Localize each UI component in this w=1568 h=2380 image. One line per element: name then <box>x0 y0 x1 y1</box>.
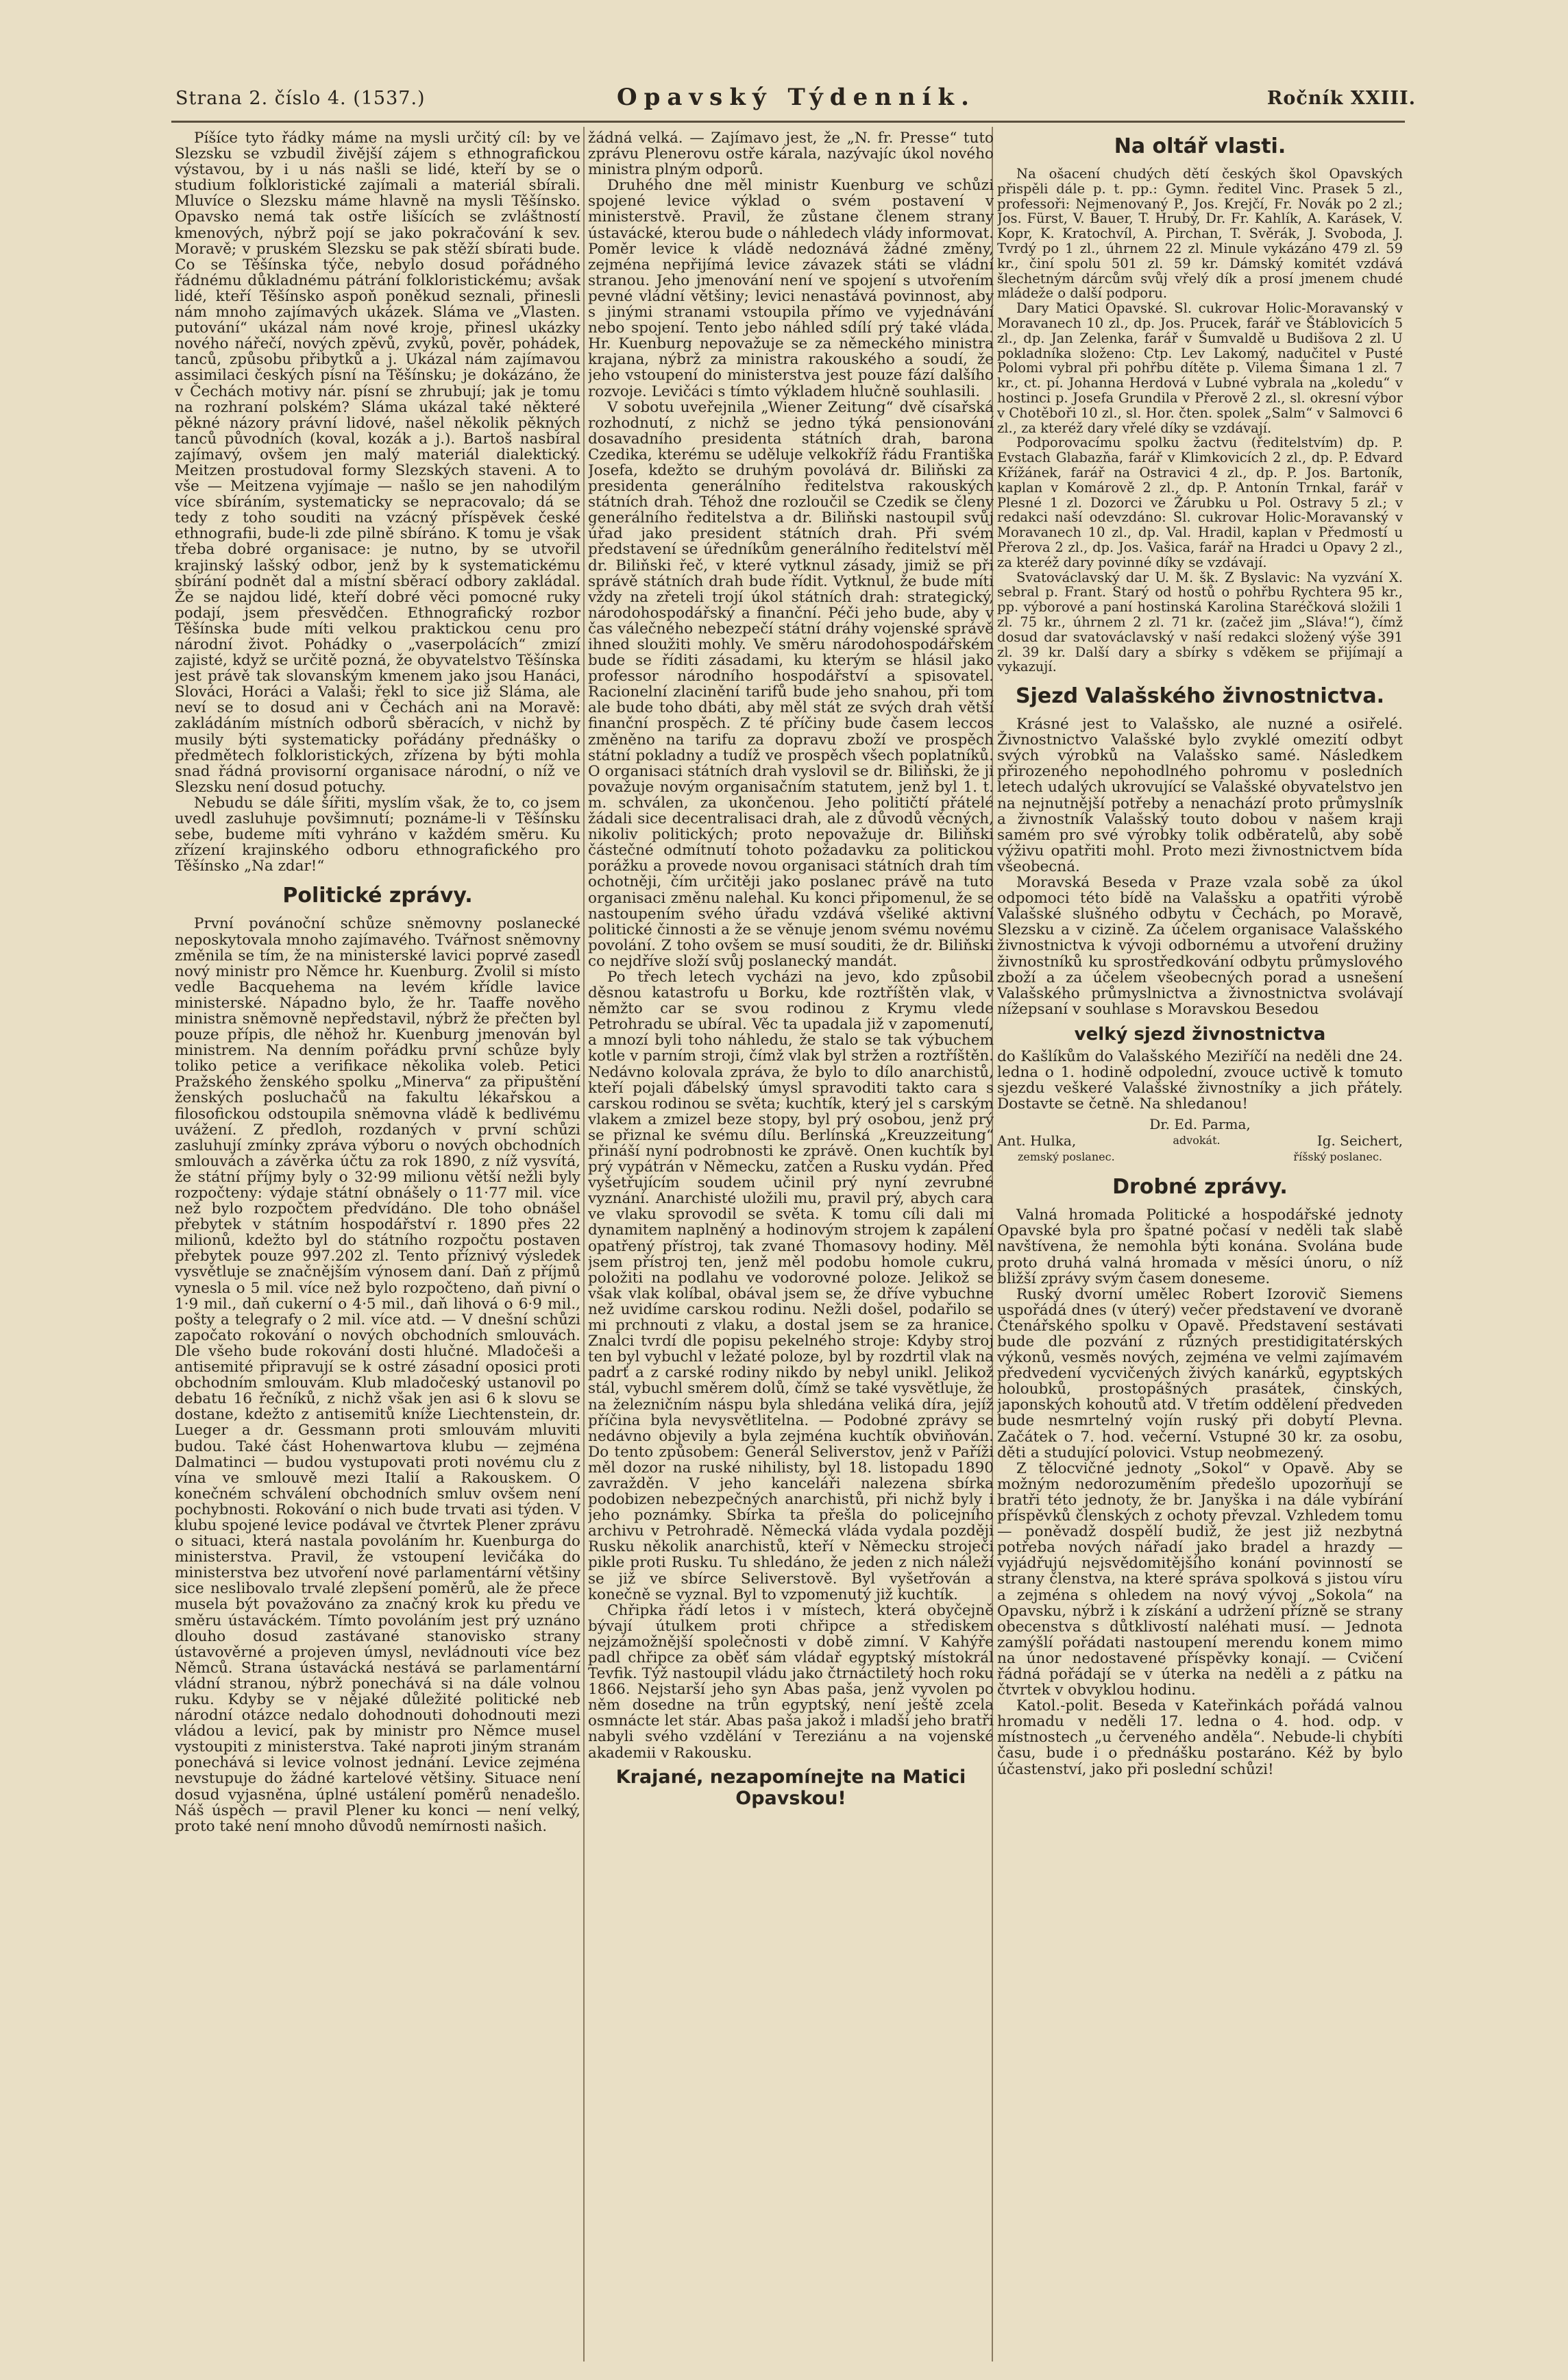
signature-hulka: Ant. Hulka, <box>997 1132 1077 1150</box>
congress-title: velký sjezd živnostnictva <box>1074 1023 1326 1045</box>
donation-paragraph: Podporovacímu spolku žactvu (ředitelstvím) dp. P. Evstach Glabazňa, farář v Klimkovicích 2 zl., dp. P. Edvard Křížánek, farář na Ostravici 4 zl., dp. P. Jos. Bartoník, kaplan v Komárově 2 zl., dp. P. Antonín Trnkal, farář v Plesné 1 zl. Dozorci ve Žárubku u Pol. Ostravy 5 zl.; v redakci naší odevzdáno: Sl. cukrovar Holic-Moravanský v Moravanech 10 zl., dp. Val. Hradil, kaplan v Předmostí u Přerova 2 zl., dp. Jos. Vašica, farář na Hradci u Opavy 2 zl., za kteréž dary povinné díky se vzdávají. <box>997 435 1403 570</box>
article-paragraph: Z tělocvičné jednoty „Sokol“ v Opavě. Aby se možným nedorozuměním předešlo upozorňují se bratři této jednoty, že br. Janyška i na dále vybírání příspěvků členských z ochoty převzal. Vzhledem tomu — poněvadž dospělí budiž, že jest již nezbytná potřeba nových nářadí jako bradel a hrazdy — vyjádřujú nejsvědomitějšího konání povinností se strany členstva, na které správa spolková s jistou víru a zejména s ohledem na nový vývoj „Sokola“ na Opavsku, nýbrž i k získání a udržení přízně se strany obecenstva s důtklivostí naléhati musí. — Jednota zamýšlí pořádati nastoupení merendu konem mimo na únor nedostavené příspěvky konají. — Cvičení řádná pořádají se v úterka na neděli a z pátku na čtvrtek v obvyklou hodinu. <box>997 1459 1403 1699</box>
section-heading-donations: Na oltář vlasti. <box>1114 134 1286 158</box>
volume-label: Ročník XXIII. <box>1266 88 1416 109</box>
signature-caption-hulka: zemský poslanec. <box>1018 1150 1115 1164</box>
article-paragraph: Katol.-polit. Beseda v Kateřinkách pořádá valnou hromadu v neděli 17. ledna o 4. hod. odp. v místnostech „u červeného anděla“. Nebude-li chybíti času, bude i o přednášku postaráno. Kéž by bylo účastenství, jako při poslední schůzi! <box>997 1697 1403 1778</box>
page-header <box>0 84 1568 129</box>
donation-paragraph: Svatováclavský dar U. M. šk. Z Byslavic: Na vyzvání X. sebral p. Frant. Starý od hostů o pohřbu Rychtera 95 kr., pp. výborové a paní hostinská Karolina Staréčková složili 1 zl. 75 kr., úhrnem 2 zl. 71 kr. (začež jim „Sláva!“), čímž dosud dar svatováclavský v naší redakci složený výše 391 zl. 39 kr. Další dary a sbírky s vděkem se přijímají a vykazují. <box>997 569 1403 675</box>
article-paragraph: Píšíce tyto řádky máme na mysli určitý cíl: by ve Slezsku se vzbudil živější zájem s ethnografickou výstavou, by i u nás našli se lidé, kteří by se o studium folkloristické zajímali a materiál sbírali. Mluvíce o Slezsku máme hlavně na mysli Těšínsko. Opavsko nemá tak ostře lišících se zvláštností kmenových, nýbrž pojí se jako pokračování k sev. Moravě; v pruském Slezsku se pak stěží sbírati bude. Co se Těšínska týče, nebylo dosud pořádného řádnému důkladnému pátrání folkloristickému; avšak lidé, kteří Těšínsko aspoň poněkud seznali, přinesli nám mnoho zajímavých ukázek. Sláma ve „Vlasten. putování“ ukázal nám nové kroje, přinesl ukázky nového nářečí, nových zpěvů, zvyků, pověr, pohádek, tanců, způsobu přibytků a j. Ukázal nám zajímavou assimilaci českých písní na Těšínsku; je dokázáno, že v Čechách motivy nár. písní se zhrubují; jak je tomu na rozhraní polském? Sláma ukázal také některé pěkné názory právní lidové, našel několik pěkných tanců původních (koval, kozák a j.). Bartoš nasbíral zajímavý, ovšem jen malý materiál dialektický. Meitzen prostudoval formy Slezských staveni. A to vše — Meitzena vyjímaje — našlo se jen nahodilým více sbíráním, systematicky se nepracovalo; dá se tedy z toho souditi na vzácný příspěvek české ethnografii, bude-li zde pilně sbíráno. K tomu je však třeba dobré organisace: je nutno, by se utvořil krajinský lašský odbor, jenž by k systematickému sbírání podnět dal a místní sběrací odbory zakládal. Že se najdou lidé, kteří dobré věci pomocné ruky podají, jsem přesvědčen. Ethnografický rozbor Těšínska bude míti velkou praktickou cenu pro národní život. Pohádky o „vaserpolácích“ zmizí zajisté, když se určitě pozná, že obyvatelstvo Těšínska jest právě tak slovanským kmenem jako jsou Hanáci, Slováci, Horáci a Valaši; řekl to sice již Sláma, ale neví se to dosud ani v Čechách ani na Moravě: zakládáním místních odborů sběracích, v nichž by musily býti systematicky pořádány přednášky o předmětech folkloristických, zřízena by býti mohla snad řádná provisorní organisace národní, o níž ve Slezsku není dosud potuchy. <box>175 130 580 796</box>
article-paragraph: Moravská Beseda v Praze vzala sobě za úkol odpomoci této bídě na Valašsku a opatřiti výrobě Valašské slušného odbytu v Čechách, po Moravě, Slezsku a v cizině. Za účelem organisace Valašského živnostnictva k vývoji odbornému a utvoření družiny živnostníků ku sprostředkování odbytu průmyslového zboží a za účelem všeobecných porad a usnešení Valašského průmyslnictva a živnostnictva svolávají nížepsaní v souhlase s Moravskou Besedou <box>997 874 1403 1018</box>
signatures <box>997 1116 1403 1165</box>
article-paragraph: První povánoční schůze sněmovny poslanecké neposkytovala mnoho zajímavého. Tvářnost sněmovny změnila se tím, že na ministerské lavici poprvé zasedl nový ministr pro Němce hr. Kuenburg. Zvolil si místo vedle Bacquehema na levém křídle lavice ministerské. Nápadno bylo, že hr. Taaffe nověho ministra sněmovně nepředstavil, nýbrž že přečten byl pouze přípis, dle něhož hr. Kuenburg jmenován byl ministrem. Na denním pořádku první schůze byly toliko petice a verifikace několika voleb. Petici Pražského ženského spolku „Minerva“ za připuštění ženských posluchačů na fakultu lékařskou a filosofickou odstoupila sněmovna vládě k bedlivému uvážení. Z předloh, rozdaných v první schůzi zasluhují zmínky zpráva výboru o nových obchodních smlouvách a závěrka účtu za rok 1890, z níž vysvítá, že státní příjmy byly o 32·99 milionu větší nežli byly rozpočteny: výdaje státní obnášely o 11·77 mil. více než bylo rozpočtem předvídáno. Dle toho obnášel přebytek v státním hospodářství r. 1890 přes 22 milionů, kdežto byl do státního rozpočtu postaven přebytek pouze 997.202 zl. Tento příznivý výsledek vysvětluje se značnějším výnosem daní. Daň z příjmů vynesla o 5 mil. více než bylo rozpočteno, daň pivní o 1·9 mil., daň cukerní o 4·5 mil., daň lihová o 6·9 mil., pošty a telegrafy o 2 mil. více atd. — V dnešní schůzi započato rokování o nových obchodních smlouvách. Dle všeho bude rokování dosti hlučné. Mladočeši a antisemité připravují se k ostré zásadní oposici proti obchodním smlouvám. Klub mladočeský ustanovil po debatu 16 řečníků, z nichž však jen asi 6 k slovu se dostane, kdežto z antisemitů kníže Liechtenstein, dr. Lueger a dr. Gessmann proti smlouvám mluviti budou. Také část Hohenwartova klubu — zejména Dalmatinci — budou vystupovati proti novému clu z vína ve smlouvě mezi Italií a Rakouskem. O konečném schválení obchodních smluv ovšem není pochybnosti. Rokování o nich bude trvati asi týden. V klubu spojené levice podával ve čtvrtek Plener zprávu o situaci, která nastala povoláním hr. Kuenburga do ministerstva. Pravil, že vstoupení levičáka do ministerstva bez utvoření nové parlamentární většiny sice neslibovalo trvalé zlepšení poměrů, ale že přece musela být považováno za značný krok ku předu ve směru ústaváckém. Tímto povoláním jest prý uznáno dlouho dosud zastávané stanovisko strany ústavověrné a projeven úmysl, nevládnouti více bez Němců. Strana ústavácká nestává se parlamentární vládní stranou, nýbrž ponechává si na dále volnou ruku. Kdyby se v nějaké důležité politické neb národní otázce nedalo dohodnouti dohodnouti mezi vládou a levicí, pak by ministr pro Němce musel vystoupiti z ministerstva. Také naproti jiným stranám ponechává si levice volnost jednání. Levice zejména nevstupuje do žádné kartelové většiny. Situace není dosud vyjasněna, úplné ustálení poměrů nenadešlo. Náš úspěch — pravil Plener ku konci — není velký, proto také není mnoho důvodů nemírnosti našich. <box>175 915 580 1835</box>
article-paragraph: Krásné jest to Valašsko, ale nuzné a osiřelé. Živnostnictvo Valašské bylo zvyklé omezití odbyt svých výrobků na Valašsko samé. Následkem přirozeného nepohodlného pohromu v posledních letech udalých ukrovující se Valašské obyvatelstvo jen na nejnutnější potřeby a nenachází proto průmyslník a živnostník Valašský touto dobou v našem kraji samém pro své výrobky tolik odběratelů, aby sobě výživu opatřiti mohl. Proto mezi živnostnictvem bída všeobecná. <box>997 716 1403 875</box>
signature-caption-parma: advokát. <box>1173 1134 1221 1148</box>
article-paragraph: do Kašlíkům do Valašského Meziříčí na neděli dne 24. ledna o 1. hodině odpolední, zvouce uctivě k tomuto sjezdu veškeré Valašské živnostníky a jich přátely. Dostavte se četně. Na shledanou! <box>997 1047 1403 1113</box>
column-1 <box>175 130 580 2365</box>
donation-paragraph: Na ošacení chudých dětí českých škol Opavských přispěli dále p. t. pp.: Gymn. ředitel Vinc. Prasek 5 zl., professoři: Nejmenovaný P., Jos. Krejčí, Fr. Novák po 2 zl.; Jos. Fürst, V. Bauer, T. Hrubý, Dr. Fr. Kahlík, A. Karásek, V. Kopr, K. Kratochvíl, A. Pirchan, T. Svěrák, J. Svoboda, J. Tvrdý po 1 zl., úhrnem 22 zl. Minule vykázáno 479 zl. 59 kr., činí spolu 501 zl. 59 kr. Dámský komitét vzdává šlechetným dárcům svůj vřelý dík a prosí jmenem chudé mládeže o další podporu. <box>997 166 1403 302</box>
signature-parma: Dr. Ed. Parma, <box>1149 1116 1251 1133</box>
signature-caption-seichert: říšský poslanec. <box>1293 1150 1382 1164</box>
masthead-title: Opavský Týdenník. <box>617 84 976 111</box>
signature-seichert: Ig. Seichert, <box>1316 1132 1403 1150</box>
column-3 <box>997 130 1403 2365</box>
article-paragraph: Druhého dne měl ministr Kuenburg ve schůzi spojené levice výklad o svém postavení v ministerstvě. Pravil, že zůstane členem strany ústavácké, kterou bude o náhledech vlády informovat. Poměr levice k vládě nedoznává žádné změny, zejména nepřijímá levice závazek státi se vládní stranou. Jeho jmenování není ve spojení s utvořením pevné vládní většiny; levici nenastává povinnost, aby s jinými stranami vstoupila přímo ve vyjednávání nebo spojení. Tento jebo náhled sdílí prý také vláda. Hr. Kuenburg nepovažuje se za německého ministra krajana, nýbrž za ministra rakouského a soudí, že jeho vstoupení do ministerstva jest pouze fází dalšího rozvoje. Levičáci s tímto výkladem hlučně souhlasili. <box>588 177 994 400</box>
article-paragraph: žádná velká. — Zajímavo jest, že „N. fr. Presse“ tuto zprávu Plenerovu ostře kárala, nazývajíc úkol nového ministra plným odporů. <box>588 130 994 179</box>
page-number: Strana 2. číslo 4. (1537.) <box>175 88 426 109</box>
section-heading-congress: Sjezd Valašského živnostnictva. <box>1015 684 1384 709</box>
article-paragraph: V sobotu uveřejnila „Wiener Zeitung“ dvě císařská rozhodnutí, z nichž se jedno týká pensionování dosavadního presidenta státních drah, barona Czedika, kterému se uděluje velkokříž řádu Františka Josefa, kdežto se druhým povolává dr. Biliňski za presidenta generálního ředitelstva rakouských státních drah. Téhož dne rozloučil se Czedik se členy generálního ředitelstva a dr. Biliňski nastoupil svůj úřad jako president státních drah. Při svém představení se úředníkům generálního ředitelství měl dr. Biliňski řeč, v které vytknul zásady, jimiž se při správě státních drah bude řídit. Vytknul, že bude míti vždy na zřeteli trojí úkol státních drah: strategický, národohospodářský a finanční. Péči jeho bude, aby v čas válečného nebezpečí státní dráhy vojenské správě ihned sloužiti mohly. Ve směru národohospodářském bude se říditi zásadami, ku kterým se hlásil jako professor národního hospodářství a spisovatel. Racionelní zlacinění tarifů bude jeho snahou, při tom ale bude toho dbáti, aby měl stát ze svých drah větší finanční prospěch. Z té příčiny bude časem leccos změněno na tarifu za dopravu zboží ve prospěch státní pokladny a tudíž ve prospěch všech poplatníků. O organisaci státních drah vyslovil se dr. Biliňski, že ji považuje novým organisačním statutem, jenž byl 1. t. m. schválen, za ukončenou. Jeho političtí přátelé žádali sice decentralisaci drah, ale z důvodů věcných, nikoliv politických; proto nepovažuje dr. Biliňski částečné odmítnutí tohoto požadavku za politickou porážku a provede novou organisaci státních drah tím ochotněji, čím určitěji jako poslanec právě na tuto organisaci změnu nalehal. Ku konci připomenul, že se nastoupením svého úřadu vzdává všeliké aktivní politické činnosti a že se věnuje jenom svému novému povolání. Z toho ovšem se musí souditi, že dr. Biliňski co nejdříve složí svůj poslanecký mandát. <box>588 398 994 970</box>
section-heading-politics: Politické zprávy. <box>282 884 473 908</box>
header-rule <box>171 121 1405 123</box>
article-paragraph: Ruský dvorní umělec Robert Izorovič Siemens uspořádá dnes (v úterý) večer představení ve dvoraně Čtenářského spolku v Opavě. Představení sestávati bude dle pozvání z různých prestidigitatérských výkonů, vesměs nových, zejména ve velmi zajímavém předvedení vycvičených živých kanárků, egyptských holoubků, prostopášných prasátek, činských, japonských kohoutů atd. V třetím oddělení předveden bude nesmrtelný vojín ruský při dobytí Plevna. Začátek o 7. hod. večerní. Vstupné 30 kr. za osobu, děti a studující polovici. Vstup neobmezený. <box>997 1285 1403 1461</box>
column-divider <box>583 127 585 2361</box>
section-heading-news: Drobné zprávy. <box>1112 1175 1288 1200</box>
article-paragraph: Chřipka řádí letos i v místech, která obyčejně bývají útulkem proti chřipce a střediskem nejzámožnější společnosti v době zimní. V Kahýře padl chřipce za oběť sám vládař egyptský místokrál Tevfik. Týž nastoupil vládu jako čtrnáctiletý hoch roku 1866. Nejstarší jeho syn Abas paša, jenž vyvolen po něm dosedne na trůn egyptský, není ještě zcela osmnácte let stár. Abas paša jakož i mladší jeho bratři nabyli svého vzdělání v Tereziánu a na vojenské akademii v Rakousku. <box>588 1601 994 1762</box>
donation-paragraph: Dary Matici Opavské. Sl. cukrovar Holic-Moravanský v Moravanech 10 zl., dp. Jos. Prucek, farář ve Štáblovicích 5 zl., dp. Jan Zelenka, farář v Šumvaldě u Budišova 2 zl. U pokladníka složeno: Ctp. Lev Lakomý, nadučitel v Pusté Polomi vybral při pohřbu dítěte p. Vilema Šimana 1 zl. 7 kr., ct. pí. Johanna Herdová v Lubné vybrala na „koledu“ v hostinci p. Josefa Grundila v Přerově 2 zl., sl. okresní výbor v Chotěboři 10 zl., sl. Hor. čten. spolek „Salm“ v Salmovci 6 zl., za kteréž dary vřelé díky se vzdávají. <box>997 300 1403 436</box>
article-paragraph: Po třech letech vycházi na jevo, kdo způsobil děsnou katastrofu u Borku, kde roztříštěn vlak, v němžto car se svou rodinou z Krymu vlede Petrohradu se ubíral. Věc ta upadala již v zapomenutí, a mnozí byli toho náhledu, že stalo se tak výbuchem kotle v parním stroji, čímž vlak byl stržen a roztříštěn. Nedávno kolovala zpráva, že bylo to dílo anarchistů, kteří pojali ďábelský úmysl spravoditi takto cara s carskou rodinou se světa; kuchtík, který jel s carským vlakem a zmizel beze stopy, byl prý osobou, jenž prý se přiznal ke svému dílu. Berlínská „Kreuzzeitung“ přináší nyní podrobnosti ke zprávě. Onen kuchtík byl prý vypátrán v Německu, zatčen a Rusku vydán. Před vyšetřujícím soudem učinil prý nyní zevrubné vyznání. Anarchisté uložili mu, pravil prý, abych cara ve vlaku sprovodil se světa. K tomu cíli dali mi dynamitem naplněný a hodinovým strojem k zapálení opatřený přístroj, tak zvané Thomasovy hodiny. Měl jsem přístroj ten, jenž měl podobu homole cukru, položiti na podlahu ve vodorovné poloze. Jelikož se však vlak kolíbal, obával jsem se, že dříve vybuchne než uvidíme carskou rodinu. Nežli došel, podařilo se mi prchnouti z vlaku, a dostal jsem se za hranice. Znalci tvrdí dle popisu pekelného stroje: Kdyby stroj ten byl vybuchl v ležaté poloze, byl by rozdrtil vlak na padrť a z carské rodiny nikdo by nebyl unikl. Jelikož stál, vybuchl směrem dolů, čímž se také vysvětluje, že na železničním náspu byla shledána veliká díra, jejíž příčina byla nevysvětlitelna. — Podobné zprávy se nedávno objevily a byla zejména kuchtík obviňován. Do tento způsobem: Generál Seliverstov, jenž v Paříži měl dozor na ruské nihilisty, byl 18. listopadu 1890 zavražděn. V jeho kanceláři nalezena sbírka podobizen nebezpečných anarchistů, při nichž byly i jeho poznámky. Sbírka ta přešla do policejního archivu v Petrohradě. Německá vláda vydala později Rusku několik anarchistů, kteří v Německu stroječi pikle proti Rusku. Tu shledáno, že jeden z nich náleží se již ve sbírce Seliverstově. Byl vyšetřován a konečně se vyznal. Byl to vzpomenutý již kuchtík. <box>588 968 994 1603</box>
article-paragraph: Nebudu se dále šířiti, myslím však, že to, co jsem uvedl zasluhuje povšimnutí; poznáme-li v Těšínsku sebe, budeme míti vyhráno v každém směru. Ku zřízení krajinského odboru ethnografického pro Těšínsko „Na zdar!“ <box>175 794 580 875</box>
column-2 <box>588 130 994 2365</box>
matice-slogan: Krajané, nezapomínejte na Matici Opavskou! <box>615 1766 966 1809</box>
article-paragraph: Valná hromada Politické a hospodářské jednoty Opavské byla pro špatné počasí v neděli tak slabě navštívena, že nemohla býti konána. Svolána bude proto druhá valná hromada v měsíci únoru, o níž bližší zprávy svým časem doneseme. <box>997 1206 1403 1287</box>
